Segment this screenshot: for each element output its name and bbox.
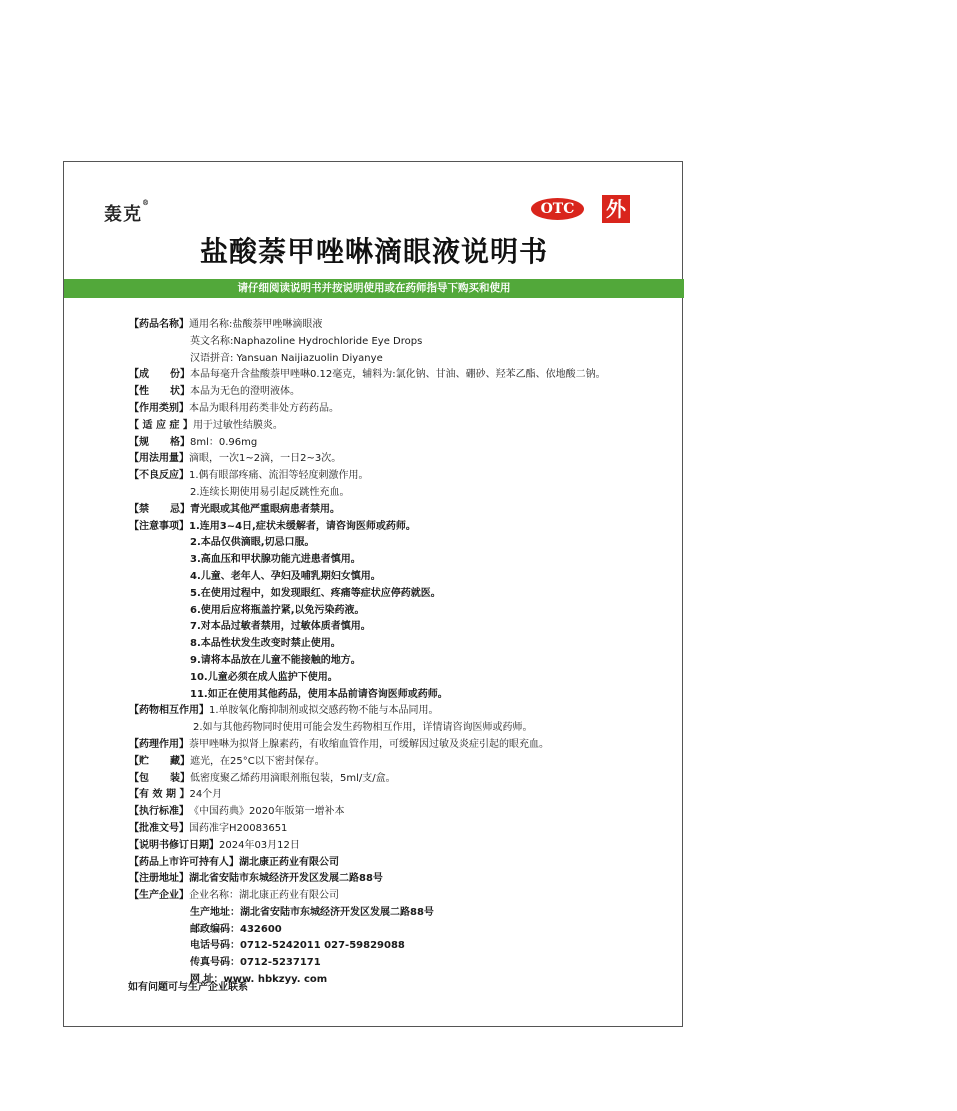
maker-postcode: 邮政编码：432600	[190, 923, 282, 935]
section-category: 【作用类别】 本品为眼科用药类非处方药药品。	[129, 402, 339, 414]
section-name-en: 英文名称:Naphazoline Hydrochloride Eye Drops	[190, 335, 423, 347]
section-interaction-2: 2.如与其他药物同时使用可能会发生药物相互作用，详情请咨询医师或药师。	[193, 722, 533, 734]
section-maker: 【生产企业】 企业名称：湖北康正药业有限公司	[129, 890, 339, 902]
section-holder: 【药品上市许可持有人】 湖北康正药业有限公司	[129, 856, 339, 868]
notice-banner: 请仔细阅读说明书并按说明使用或在药师指导下购买和使用	[64, 279, 684, 298]
footer-note: 如有问题可与生产企业联系	[128, 982, 248, 993]
maker-phone: 电话号码：0712-5242011 027-59829088	[190, 940, 405, 952]
section-storage: 【贮 藏】 遮光，在25°C以下密封保存。	[129, 755, 325, 767]
precaution-item: 4.儿童、老年人、孕妇及哺乳期妇女慎用。	[190, 570, 381, 582]
section-adverse-2: 2.连续长期使用易引起反跳性充血。	[190, 486, 350, 498]
section-usage: 【用法用量】 滴眼，一次1~2滴，一日2~3次。	[129, 453, 342, 465]
maker-website: 网 址：www. hbkzyy. com	[190, 974, 328, 986]
maker-address: 生产地址：湖北省安陆市东城经济开发区发展二路88号	[190, 906, 434, 918]
section-contra: 【禁 忌】 青光眼或其他严重眼病患者禁用。	[129, 503, 340, 515]
section-validity: 【有 效 期 】 24个月	[129, 789, 223, 801]
section-indication: 【 适 应 症 】 用于过敏性结膜炎。	[129, 419, 283, 431]
maker-fax: 传真号码：0712-5237171	[190, 957, 321, 969]
section-package: 【包 装】 低密度聚乙烯药用滴眼剂瓶包装，5ml/支/盒。	[129, 772, 396, 784]
document-title: 盐酸萘甲唑啉滴眼液说明书	[199, 235, 548, 268]
section-pharmacology: 【药理作用】 萘甲唑啉为拟肾上腺素药，有收缩血管作用，可缓解因过敏及炎症引起的眼充血。	[129, 738, 549, 750]
external-use-badge: 外	[602, 195, 630, 223]
precaution-item: 8.本品性状发生改变时禁止使用。	[190, 638, 341, 650]
otc-badge: OTC	[531, 198, 584, 220]
section-character: 【性 状】 本品为无色的澄明液体。	[129, 386, 300, 398]
precaution-item: 6.使用后应将瓶盖拧紧,以免污染药液。	[190, 604, 365, 616]
package-insert	[63, 161, 683, 1027]
section-standard: 【执行标准】 《中国药典》2020年版第一增补本	[129, 806, 345, 818]
precaution-item: 5.在使用过程中，如发现眼红、疼痛等症状应停药就医。	[190, 587, 441, 599]
brand-logo: 轰克®	[104, 198, 150, 225]
section-reg-address: 【注册地址】 湖北省安陆市东城经济开发区发展二路88号	[129, 873, 383, 885]
insert-body	[129, 317, 659, 989]
section-name-pinyin: 汉语拼音: Yansuan Naijiazuolin Diyanye	[190, 352, 383, 364]
precaution-item: 2.本品仅供滴眼,切忌口服。	[190, 537, 315, 549]
section-name: 【药品名称】 通用名称:盐酸萘甲唑啉滴眼液	[129, 319, 323, 330]
precaution-item: 11.如正在使用其他药品，使用本品前请咨询医师或药师。	[190, 688, 448, 700]
section-approval: 【批准文号】 国药准字H20083651	[129, 822, 288, 834]
section-adverse: 【不良反应】 1.偶有眼部疼痛、流泪等轻度刺激作用。	[129, 470, 369, 482]
section-composition: 【成 份】 本品每毫升含盐酸萘甲唑啉0.12毫克，辅料为:氯化钠、甘油、硼砂、羟苯乙酯、依地酸二钠。	[129, 369, 606, 381]
section-revision: 【说明书修订日期】 2024年03月12日	[129, 839, 300, 851]
precaution-item: 10.儿童必须在成人监护下使用。	[190, 671, 338, 683]
precaution-item: 7.对本品过敏者禁用，过敏体质者慎用。	[190, 621, 371, 633]
precaution-item: 9.请将本品放在儿童不能接触的地方。	[190, 654, 361, 666]
section-interaction: 【药物相互作用】 1.单胺氧化酶抑制剂或拟交感药物不能与本品同用。	[129, 705, 439, 717]
section-precautions: 【注意事项】 1.连用3~4日,症状未缓解者，请咨询医师或药师。	[129, 520, 416, 532]
precaution-item: 3.高血压和甲状腺功能亢进患者慎用。	[190, 554, 361, 566]
section-spec: 【规 格】 8ml：0.96mg	[129, 436, 258, 448]
